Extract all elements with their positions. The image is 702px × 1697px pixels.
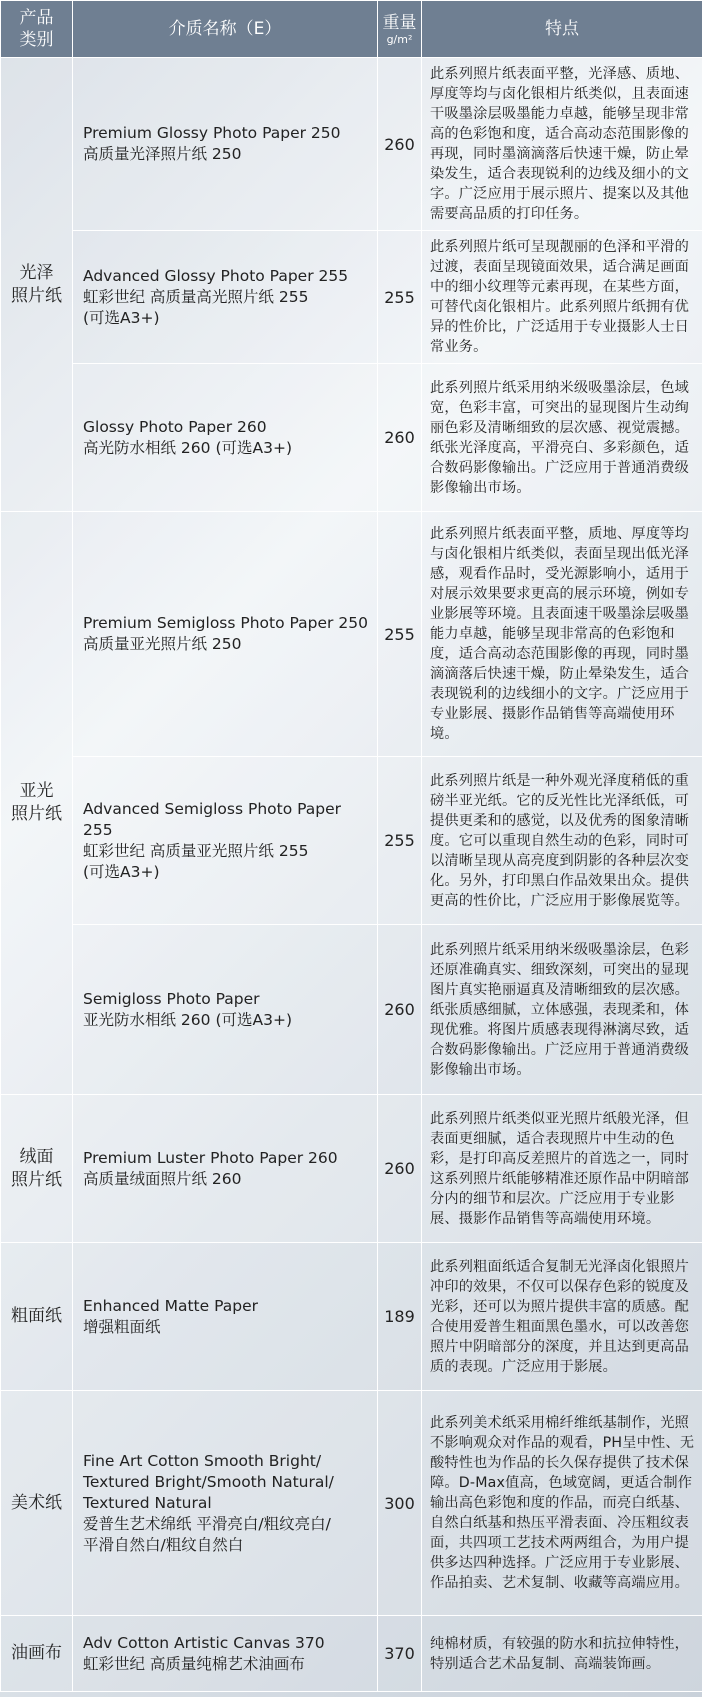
text-line: 爱普生艺术绵纸 平滑亮白/粗纹亮白/ — [83, 1514, 331, 1533]
table-row — [1, 1243, 702, 1391]
text-line: 高质量绒面照片纸 260 — [83, 1169, 242, 1188]
text-line: 美术纸 — [11, 1492, 62, 1513]
category-cell — [1, 1095, 73, 1243]
table-row — [1, 757, 702, 925]
category-cell — [1, 1243, 73, 1391]
weight-cell: 189 — [378, 1243, 422, 1391]
weight-cell: 255 — [378, 231, 422, 364]
text-line: 亚光防水相纸 260 (可选A3+) — [83, 1010, 292, 1029]
header-media-name: 介质名称（E） — [73, 1, 378, 58]
weight-cell: 255 — [378, 512, 422, 757]
text-line: 亚光 — [19, 781, 54, 801]
text-line: Advanced Glossy Photo Paper 255 — [83, 266, 349, 285]
media-name-cell — [73, 512, 378, 757]
text-line: 照片纸 — [11, 285, 62, 306]
weight-cell: 370 — [378, 1616, 422, 1692]
text-line: Semigloss Photo Paper — [83, 989, 260, 1008]
text-line: 光泽 — [19, 262, 54, 283]
text-line: Advanced Semigloss Photo Paper 255 — [83, 799, 342, 839]
header-category — [1, 1, 73, 58]
text-line: 照片纸 — [11, 1169, 62, 1190]
table-row — [1, 512, 702, 757]
description-cell: 此系列美术纸采用棉纤维纸基制作，光照不影响观众对作品的观看，PH呈中性、无酸特性也为作品的长久保存提供了技术保障。D-Max值高，色域宽阔，更适合制作输出高色彩饱和度的作品，而亮白纸基、自然白纸基和热压平滑表面、冷压粗纹表面，共四项工艺技术两两组合，为用户提供多达四种选择。广泛应用于专业影展、作品拍卖、艺术复制、收藏等高端应用。 — [422, 1391, 702, 1616]
text-line: 照片纸 — [11, 804, 62, 824]
text-line: 高质量亚光照片纸 250 — [83, 635, 242, 653]
category-cell — [1, 1616, 73, 1692]
text-line: (可选A3+) — [83, 308, 160, 327]
text-line: Enhanced Matte Paper — [83, 1296, 258, 1315]
text-line: 粗面纸 — [11, 1306, 62, 1326]
media-name-cell — [73, 925, 378, 1095]
text-line: 产品 — [19, 8, 54, 28]
table-row — [1, 1616, 702, 1692]
weight-cell: 255 — [378, 757, 422, 925]
text-line: g/m² — [386, 33, 413, 46]
text-line: 油画布 — [11, 1643, 62, 1663]
text-line: Glossy Photo Paper 260 — [83, 417, 267, 436]
table-row — [1, 364, 702, 512]
media-name-cell — [73, 58, 378, 231]
description-cell: 此系列照片纸采用纳米级吸墨涂层，色彩还原准确真实、细致深刻，可突出的显现图片真实艳丽逼真及清晰细致的层次感。纸张质感细腻，立体感强，表现柔和，体现优雅。将图片质感表现得淋漓尽致，适合数码影像输出。广泛应用于普通消费级影像输出市场。 — [422, 925, 702, 1095]
text-line: 高光防水相纸 260 (可选A3+) — [83, 438, 292, 457]
text-line: 虹彩世纪 高质量亚光照片纸 255 — [83, 841, 309, 860]
description-cell: 纯棉材质，有较强的防水和抗拉伸特性，特别适合艺术品复制、高端装饰画。 — [422, 1616, 702, 1692]
table-row — [1, 1391, 702, 1616]
media-name-cell — [73, 1391, 378, 1616]
text-line: Premium Luster Photo Paper 260 — [83, 1148, 338, 1167]
weight-cell: 260 — [378, 364, 422, 512]
description-cell: 此系列照片纸表面平整，质地、厚度等均与卤化银相片纸类似，表面呈现出低光泽感，观看作品时，受光源影响小，适用于对展示效果要求更高的展示环境，例如专业影展等环境。且表面速干吸墨涂层吸墨能力卓越，能够呈现非常高的色彩饱和度，适合高动态范围影像的再现，同时墨滴滴落后快速干燥，防止晕染发生，适合表现锐利的边线细小的文字。广泛应用于专业影展、摄影作品销售等高端使用环境。 — [422, 512, 702, 757]
media-name-cell — [73, 1243, 378, 1391]
description-cell: 此系列照片纸采用纳米级吸墨涂层，色域宽，色彩丰富，可突出的显现图片生动绚丽色彩及清晰细致的层次感、视觉震撼。纸张光泽度高，平滑亮白、多彩颜色，适合数码影像输出。广泛应用于普通消费级影像输出市场。 — [422, 364, 702, 512]
category-cell — [1, 1391, 73, 1616]
header-weight — [378, 1, 422, 58]
text-line: 平滑自然白/粗纹自然白 — [83, 1535, 244, 1554]
description-cell: 此系列照片纸类似亚光照片纸般光泽，但表面更细腻，适合表现照片中生动的色彩，是打印高反差照片的首选之一，同时这系列照片纸能够精准还原作品中阴暗部分内的细节和层次。广泛应用于专业影展、摄影作品销售等高端使用环境。 — [422, 1095, 702, 1243]
description-cell: 此系列照片纸是一种外观光泽度稍低的重磅半亚光纸。它的反光性比光泽纸低，可提供更柔和的感觉，以及优秀的图象清晰度。它可以重现自然生动的色彩，同时可以清晰呈现从高亮度到阴影的各种层次变化。另外，打印黑白作品效果出众。提供更高的性价比，广泛应用于影像展览等。 — [422, 757, 702, 925]
text-line: Premium Glossy Photo Paper 250 — [83, 124, 341, 142]
category-cell — [1, 512, 73, 1095]
text-line: (可选A3+) — [83, 862, 160, 881]
text-line: Textured Natural — [83, 1493, 212, 1512]
text-line: Premium Semigloss Photo Paper 250 — [83, 614, 368, 632]
text-line: 重量 — [382, 13, 417, 33]
description-cell: 此系列照片纸表面平整，光泽感、质地、厚度等均与卤化银相片纸类似，且表面速干吸墨涂层吸墨能力卓越，能够呈现非常高的色彩饱和度，适合高动态范围影像的再现，同时墨滴滴落后快速干燥，防止晕染发生，适合表现锐利的边线及细小的文字。广泛应用于展示照片、提案以及其他需要高品质的打印任务。 — [422, 58, 702, 231]
text-line: Fine Art Cotton Smooth Bright/ — [83, 1451, 322, 1470]
media-name-cell — [73, 757, 378, 925]
table-row — [1, 1095, 702, 1243]
text-line: 虹彩世纪 高质量高光照片纸 255 — [83, 287, 309, 306]
description-cell: 此系列粗面纸适合复制无光泽卤化银照片冲印的效果，不仅可以保存色彩的锐度及光彩，还可以为照片提供丰富的质感。配合使用爱普生粗面黑色墨水，可以改善您照片中阴暗部分的深度，并且达到更高品质的表现。广泛应用于影展。 — [422, 1243, 702, 1391]
text-line: 虹彩世纪 高质量纯棉艺术油画布 — [83, 1654, 305, 1673]
weight-cell: 260 — [378, 925, 422, 1095]
weight-cell: 260 — [378, 1095, 422, 1243]
weight-cell: 260 — [378, 58, 422, 231]
media-name-cell — [73, 231, 378, 364]
table-row — [1, 231, 702, 364]
header-features: 特点 — [422, 1, 702, 58]
text-line: 绒面 — [19, 1146, 54, 1167]
media-name-cell — [73, 1095, 378, 1243]
table-row — [1, 925, 702, 1095]
text-line: 高质量光泽照片纸 250 — [83, 145, 242, 163]
category-cell — [1, 58, 73, 512]
text-line: Textured Bright/Smooth Natural/ — [83, 1472, 334, 1491]
text-line: 类别 — [19, 30, 54, 50]
text-line: 增强粗面纸 — [83, 1317, 161, 1336]
media-name-cell — [73, 1616, 378, 1692]
table-row — [1, 58, 702, 231]
weight-cell: 300 — [378, 1391, 422, 1616]
header-row — [1, 1, 702, 58]
media-name-cell — [73, 364, 378, 512]
description-cell: 此系列照片纸可呈现靓丽的色泽和平滑的过渡，表面呈现镜面效果，适合满足画面中的细小纹理等元素再现，在某些方面，可替代卤化银相片。此系列照片纸拥有优异的性价比，广泛适用于专业摄影人士日常业务。 — [422, 231, 702, 364]
text-line: Adv Cotton Artistic Canvas 370 — [83, 1633, 325, 1652]
